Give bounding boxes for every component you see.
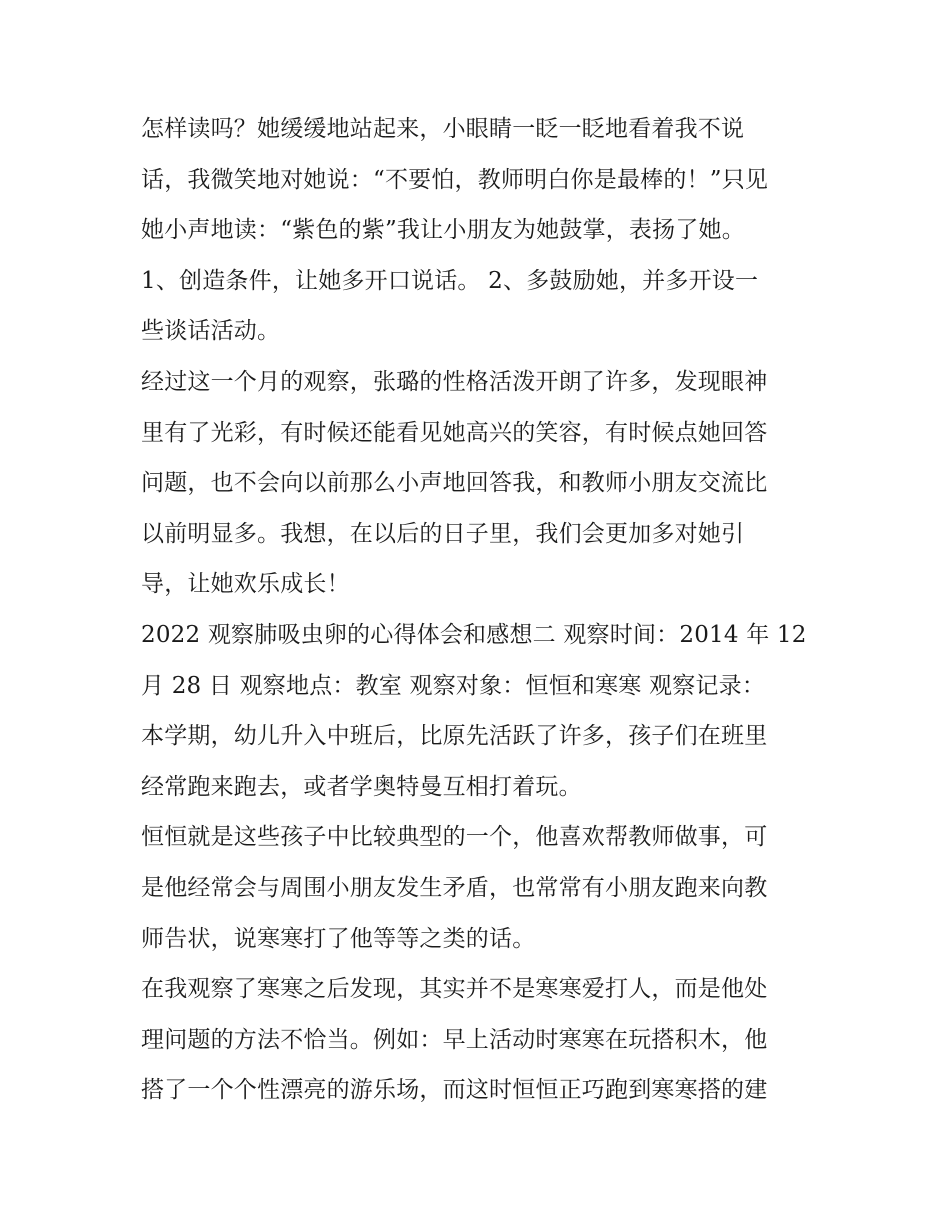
text-line: 经常跑来跑去，或者学奥特曼互相打着玩。 [141,773,582,800]
text-line: 在我观察了寒寒之后发现，其实并不是寒寒爱打人，而是他处 [141,976,768,1003]
text-line: 搭了一个个性漂亮的游乐场，而这时恒恒正巧跑到寒寒搭的建 [141,1077,768,1104]
text-line: 话，我微笑地对她说：“不要怕，教师明白你是最棒的！”只见 [141,166,769,193]
text-line: 她小声地读：“紫色的紫”我让小朋友为她鼓掌，表扬了她。 [141,217,745,244]
text-line: 里有了光彩，有时候还能看见她高兴的笑容，有时候点她回答 [141,419,768,446]
text-line: 本学期，幼儿升入中班后，比原先活跃了许多，孩子们在班里 [141,723,768,750]
text-line: 1、创造条件，让她多开口说话。 2、多鼓励她，并多开设一 [141,267,759,294]
text-line: 以前明显多。我想，在以后的日子里，我们会更加多对她引 [141,520,745,547]
text-line: 理问题的方法不恰当。例如：早上活动时寒寒在玩搭积木，他 [141,1026,768,1053]
text-line: 问题，也不会向以前那么小声地回答我，和教师小朋友交流比 [141,470,768,497]
text-line: 导，让她欢乐成长！ [141,571,350,598]
text-line: 些谈话活动。 [141,318,281,345]
text-line: 师告状，说寒寒打了他等等之类的话。 [141,925,536,952]
text-line: 月 28 日 观察地点：教室 观察对象：恒恒和寒寒 观察记录： [141,672,766,699]
text-line: 是他经常会与周围小朋友发生矛盾，也常常有小朋友跑来向教 [141,874,768,901]
text-line: 恒恒就是这些孩子中比较典型的一个，他喜欢帮教师做事，可 [141,824,768,851]
text-line: 2022 观察肺吸虫卵的心得体会和感想二 观察时间：2014 年 12 [141,621,807,648]
document-body [141,104,821,1116]
text-line: 怎样读吗？她缓缓地站起来，小眼睛一眨一眨地看着我不说 [141,116,745,142]
text-line: 经过这一个月的观察，张璐的性格活泼开朗了许多，发现眼神 [141,368,768,395]
